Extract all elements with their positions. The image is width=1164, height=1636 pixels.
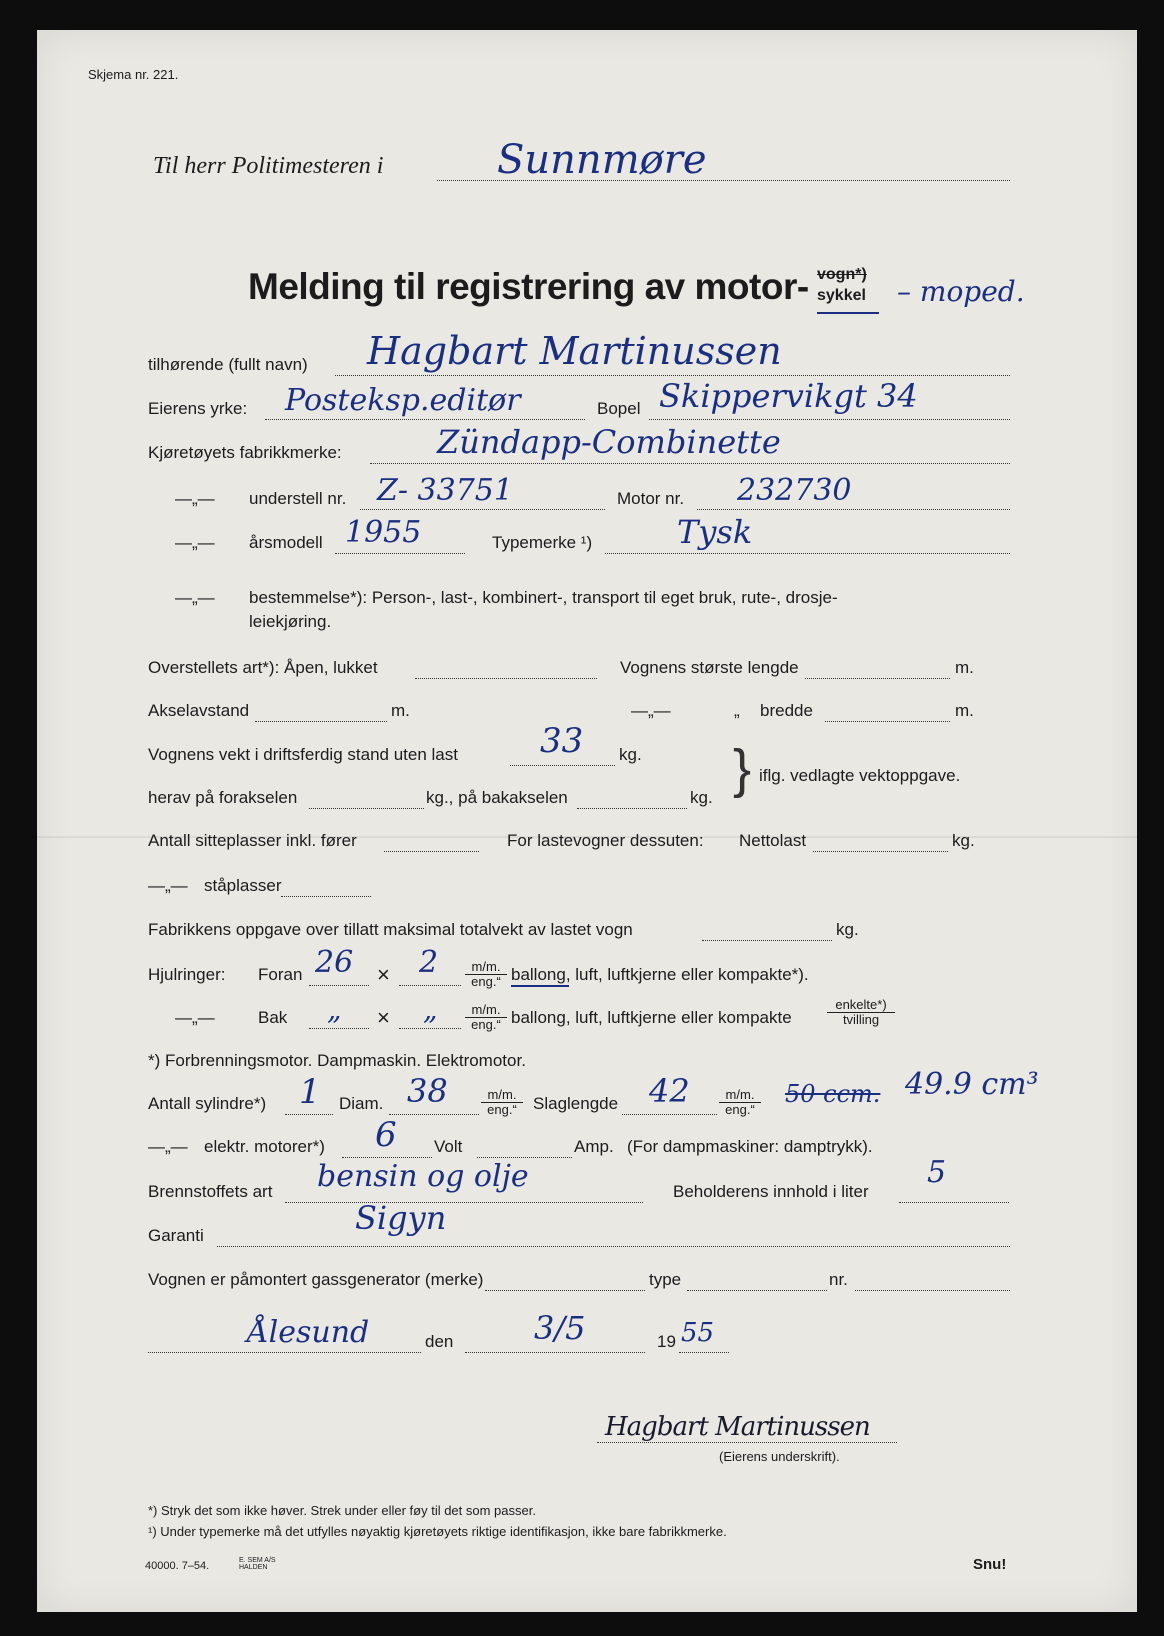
footnote-typemark: ¹) Under typemerke må det utfylles nøyaktig kjøretøyets riktige identifikasjon, ikke bare fabrikkmerke. — [148, 1524, 727, 1539]
owner-name-label: tilhørende (fullt navn) — [148, 355, 308, 374]
chassis-value: Z- 33751 — [377, 473, 513, 508]
nr-label: nr. — [829, 1270, 848, 1289]
body-type-line — [415, 678, 597, 679]
tires-front-label: Foran — [258, 965, 303, 984]
tire-front-unit-eng: eng.“ — [471, 974, 501, 990]
max-length-label: Vognens største lengde — [620, 658, 799, 677]
tire-mount-single: enkelte*) — [827, 998, 895, 1013]
seats-line — [384, 851, 479, 852]
title-option-vogn: vogn*) — [817, 266, 867, 283]
residence-label: Bopel — [597, 399, 641, 418]
front-axle-line — [309, 808, 424, 809]
owner-name-value: Hagbart Martinussen — [367, 329, 782, 373]
front-axle-label: herav på forakselen — [148, 788, 298, 807]
amp-line — [477, 1157, 572, 1158]
residence-value: Skippervikgt 34 — [659, 377, 918, 415]
schema-number: Skjema nr. 221. — [88, 67, 179, 82]
body-type-label: Overstellets art*): Åpen, lukket — [148, 658, 378, 677]
occupation-line — [265, 419, 585, 420]
tire-front-b-line — [399, 985, 461, 986]
trucks-label: For lastevogner dessuten: — [507, 831, 704, 850]
place-value: Ålesund — [247, 1315, 370, 1350]
model-year-value: 1955 — [345, 515, 422, 550]
weight-note: iflg. vedlagte vektoppgave. — [759, 766, 961, 785]
motor-label: Motor nr. — [617, 489, 685, 508]
warranty-value: Sigyn — [355, 1199, 447, 1237]
purpose-ditto: —„— — [175, 588, 215, 607]
tire-front-types: ballong, luft, luftkjerne eller kompakte*). — [511, 965, 809, 984]
form-title: Melding til registrering av motor- — [248, 266, 809, 307]
diameter-value: 38 — [407, 1072, 448, 1110]
tire-rear-types: ballong, luft, luftkjerne eller kompakte — [511, 1008, 792, 1027]
purpose-label-cont: leiekjøring. — [249, 612, 332, 631]
moped-note: – moped. — [897, 275, 1025, 308]
stroke-unit-eng: eng.“ — [725, 1102, 755, 1118]
tire-mount-options — [827, 998, 895, 1028]
struck-volume: 50 ccm. — [785, 1080, 881, 1108]
tire-front-unit — [465, 960, 507, 990]
chassis-line — [360, 509, 605, 510]
amp-label: Amp. — [574, 1137, 614, 1156]
owner-name-line — [335, 375, 1010, 376]
printer-name: E. SEM A/S HALDEN — [239, 1557, 276, 1571]
tank-value: 5 — [927, 1155, 947, 1190]
type-mark-label: Typemerke ¹) — [492, 533, 593, 552]
model-year-ditto: —„— — [175, 533, 215, 552]
wheelbase-label: Akselavstand — [148, 701, 250, 720]
motor-value: 232730 — [737, 473, 852, 508]
weight-unit: kg. — [619, 745, 642, 764]
model-year-line — [335, 553, 465, 554]
engine-types-label: *) Forbrenningsmotor. Dampmaskin. Elektromotor. — [148, 1051, 526, 1070]
wheelbase-line — [255, 721, 387, 722]
year-value: 55 — [681, 1318, 715, 1348]
weight-brace: } — [733, 739, 752, 799]
diameter-unit-eng: eng.“ — [487, 1102, 517, 1118]
addressee-label: Til herr Politimesteren i — [153, 153, 384, 179]
make-label: Kjøretøyets fabrikkmerke: — [148, 443, 342, 462]
stroke-value: 42 — [649, 1072, 690, 1110]
stroke-unit — [719, 1088, 761, 1118]
type-mark-line — [605, 553, 1010, 554]
tank-line — [899, 1202, 1009, 1203]
tires-label: Hjulringer: — [148, 965, 226, 984]
make-line — [370, 463, 1010, 464]
district-value: Sunnmøre — [497, 137, 707, 183]
tire-rear-a-line — [309, 1028, 369, 1029]
gas-generator-label: Vognen er påmontert gassgenerator (merke) — [148, 1270, 484, 1289]
volt-label: Volt — [434, 1137, 463, 1156]
chassis-label: understell nr. — [249, 489, 347, 508]
rear-axle-label: kg., på bakakselen — [426, 788, 568, 807]
tank-label: Beholderens innhold i liter — [673, 1182, 869, 1201]
cylinders-label: Antall sylindre*) — [148, 1094, 267, 1113]
volume-value: 49.9 cm³ — [905, 1067, 1039, 1102]
seats-label: Antall sitteplasser inkl. fører — [148, 831, 357, 850]
type-mark-value: Tysk — [677, 513, 753, 551]
warranty-line — [217, 1246, 1010, 1247]
fuel-line — [285, 1202, 643, 1203]
tire-mount-twin: tvilling — [842, 1012, 880, 1028]
chassis-ditto: —„— — [175, 489, 215, 508]
type-line — [687, 1290, 827, 1291]
nr-line — [855, 1290, 1010, 1291]
date-value: 3/5 — [534, 1309, 586, 1347]
width-line — [825, 721, 950, 722]
motor-line — [697, 509, 1010, 510]
place-line — [148, 1352, 421, 1353]
tire-rear-unit-mm: m/m. — [465, 1003, 507, 1018]
width-unit: m. — [955, 701, 974, 720]
year-line — [679, 1352, 729, 1353]
steam-label: (For dampmaskiner: damptrykk). — [627, 1137, 873, 1156]
width-ditto-mark: „ — [734, 701, 740, 720]
electric-ditto: —„— — [148, 1137, 188, 1156]
net-load-unit: kg. — [952, 831, 975, 850]
wheelbase-unit: m. — [391, 701, 410, 720]
tire-front-unit-mm: m/m. — [465, 960, 507, 975]
purpose-label: bestemmelse*): Person-, last-, kombinert-, transport til eget bruk, rute-, drosje- — [249, 588, 838, 607]
owner-signature: Hagbart Martinussen — [605, 1412, 870, 1442]
registration-form — [37, 30, 1137, 1612]
warranty-label: Garanti — [148, 1226, 204, 1245]
standing-line — [281, 896, 371, 897]
stroke-unit-mm: m/m. — [719, 1088, 761, 1103]
tire-rear-times: × — [377, 1005, 390, 1030]
year-prefix: 19 — [657, 1332, 676, 1351]
diameter-unit-mm: m/m. — [481, 1088, 523, 1103]
tires-rear-ditto: —„— — [175, 1008, 215, 1027]
max-total-line — [702, 940, 832, 941]
fuel-value: bensin og olje — [317, 1159, 529, 1194]
width-ditto: —„— — [631, 701, 671, 720]
tire-rear-a-value: „ — [327, 993, 342, 1026]
tire-front-a-line — [309, 985, 369, 986]
cylinders-line — [285, 1114, 333, 1115]
signature-label: (Eierens underskrift). — [719, 1449, 840, 1464]
weight-value: 33 — [540, 721, 584, 761]
tire-front-b-value: 2 — [419, 945, 439, 980]
weight-line — [510, 765, 615, 766]
signature-line — [597, 1442, 897, 1443]
weight-label: Vognens vekt i driftsferdig stand uten last — [148, 745, 458, 764]
diameter-label: Diam. — [339, 1094, 384, 1113]
model-year-label: årsmodell — [249, 533, 323, 552]
residence-line — [649, 419, 1010, 420]
diameter-line — [389, 1114, 479, 1115]
stroke-line — [622, 1114, 717, 1115]
occupation-value: Posteksp.editør — [285, 383, 521, 418]
date-line — [465, 1352, 645, 1353]
date-label: den — [425, 1332, 454, 1351]
occupation-label: Eierens yrke: — [148, 399, 248, 418]
sykkel-underline — [817, 312, 879, 314]
rear-axle-unit: kg. — [690, 788, 713, 807]
volts-line — [342, 1157, 432, 1158]
tire-front-a-value: 26 — [315, 945, 354, 980]
cylinders-value: 1 — [299, 1072, 321, 1112]
diameter-unit — [481, 1088, 523, 1118]
tire-front-times: × — [377, 962, 390, 987]
standing-ditto: —„— — [148, 876, 188, 895]
title-option-sykkel: sykkel — [817, 287, 866, 304]
standing-label: ståplasser — [204, 876, 282, 895]
net-load-label: Nettolast — [739, 831, 807, 850]
printer-code: 40000. 7–54. — [145, 1560, 210, 1572]
ballong-underline — [511, 985, 569, 987]
footnote-strike: *) Stryk det som ikke høver. Strek under eller føy til det som passer. — [148, 1503, 536, 1518]
type-label: type — [649, 1270, 682, 1289]
turn-over-note: Snu! — [973, 1556, 1007, 1573]
max-length-unit: m. — [955, 658, 974, 677]
rear-axle-line — [577, 808, 687, 809]
max-length-line — [805, 678, 950, 679]
width-label: bredde — [760, 701, 813, 720]
max-total-label: Fabrikkens oppgave over tillatt maksimal totalvekt av lastet vogn — [148, 920, 633, 939]
max-total-unit: kg. — [836, 920, 859, 939]
tire-rear-b-line — [399, 1028, 461, 1029]
tire-rear-b-value: „ — [423, 993, 438, 1026]
fuel-label: Brennstoffets art — [148, 1182, 273, 1201]
electric-motors-label: elektr. motorer*) — [204, 1137, 325, 1156]
tire-rear-unit — [465, 1003, 507, 1033]
tire-rear-unit-eng: eng.“ — [471, 1017, 501, 1033]
stroke-label: Slaglengde — [533, 1094, 619, 1113]
make-value: Zündapp-Combinette — [437, 423, 781, 461]
tires-rear-label: Bak — [258, 1008, 288, 1027]
volts-value: 6 — [375, 1115, 397, 1155]
net-load-line — [813, 851, 948, 852]
gas-generator-line — [485, 1290, 645, 1291]
